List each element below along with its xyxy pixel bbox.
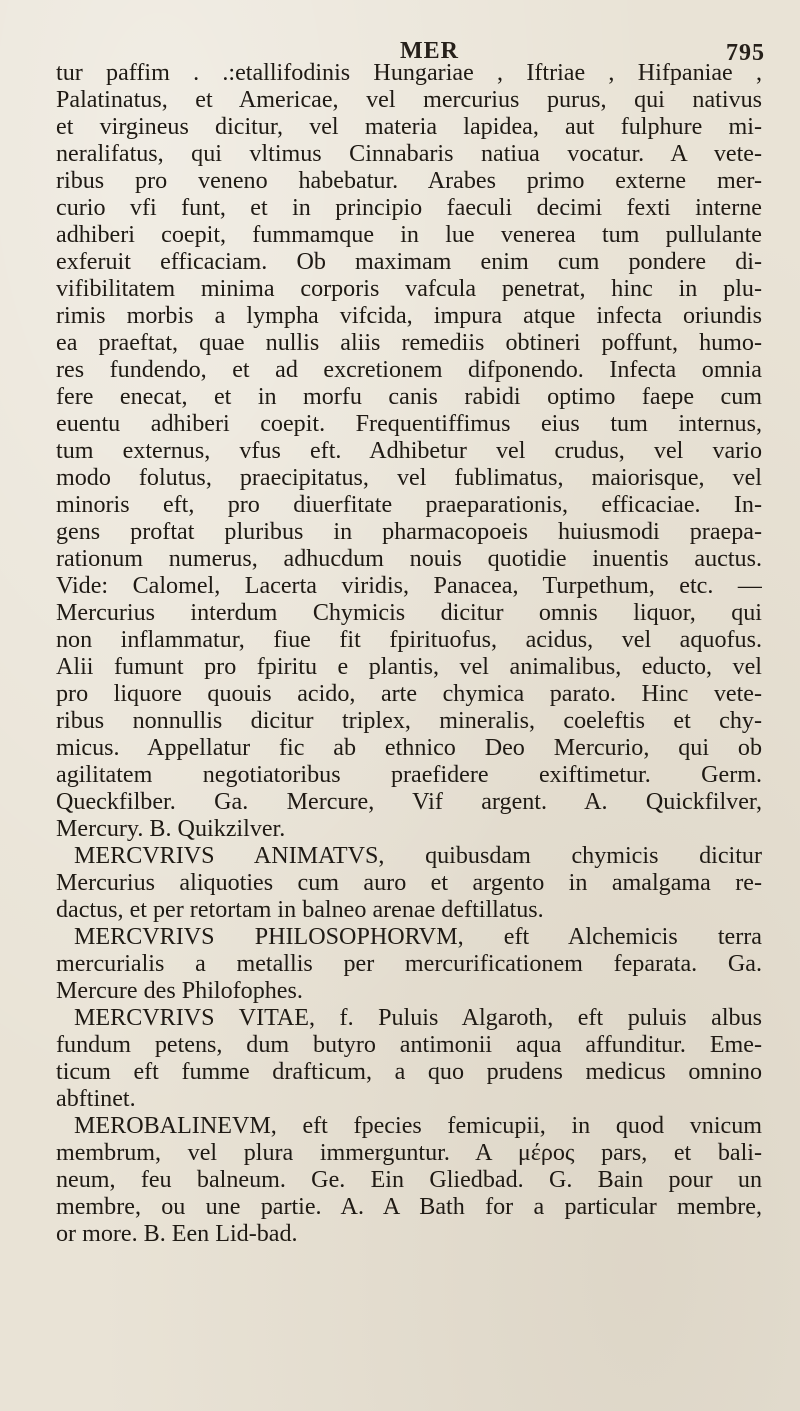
text-line: pro liquore quouis acido, arte chymica parato. Hinc vete-	[56, 681, 762, 707]
text-line: rimis morbis a lympha vifcida, impura atque infecta oriundis	[56, 303, 762, 329]
text-line: Mercurius interdum Chymicis dicitur omnis liquor, qui	[56, 600, 762, 626]
text-line: Vide: Calomel, Lacerta viridis, Panacea, Turpethum, etc. —	[56, 573, 762, 599]
text-line: Mercury. B. Quikzilver.	[56, 816, 286, 842]
text-line: dactus, et per retortam in balneo arenae deftillatus.	[56, 897, 544, 923]
text-line: curio vfi funt, et in principio faeculi decimi fexti interne	[56, 195, 762, 221]
text-line: MERCVRIVS VITAE, f. Puluis Algaroth, eft puluis albus	[74, 1005, 762, 1031]
text-line: et virgineus dicitur, vel materia lapidea, aut fulphure mi-	[56, 114, 762, 140]
text-line: abftinet.	[56, 1086, 136, 1112]
text-line: res fundendo, et ad excretionem difponendo. Infecta omnia	[56, 357, 762, 383]
text-line: fundum petens, dum butyro antimonii aqua affunditur. Eme-	[56, 1032, 762, 1058]
text-line: neralifatus, qui vltimus Cinnabaris natiua vocatur. A vete-	[56, 141, 762, 167]
text-line: membre, ou une partie. A. A Bath for a particular membre,	[56, 1194, 762, 1220]
text-line: Mercurius aliquoties cum auro et argento in amalgama re-	[56, 870, 762, 896]
text-line: MERCVRIVS ANIMATVS, quibusdam chymicis dicitur	[74, 843, 762, 869]
text-line: neum, feu balneum. Ge. Ein Gliedbad. G. Bain pour un	[56, 1167, 762, 1193]
text-line: tur paffim . .:etallifodinis Hungariae , Iftriae , Hifpaniae ,	[56, 60, 762, 86]
text-line: rationum numerus, adhucdum nouis quotidie inuentis auctus.	[56, 546, 762, 572]
text-line: ticum eft fumme drafticum, a quo prudens medicus omnino	[56, 1059, 762, 1085]
page-number: 795	[726, 40, 765, 66]
text-line: MERCVRIVS PHILOSOPHORVM, eft Alchemicis terra	[74, 924, 762, 950]
text-line: vifibilitatem minima corporis vafcula penetrat, hinc in plu-	[56, 276, 762, 302]
text-line: modo folutus, praecipitatus, vel fublimatus, maiorisque, vel	[56, 465, 762, 491]
text-line: Palatinatus, et Americae, vel mercurius purus, qui nativus	[56, 87, 762, 113]
text-line: minoris eft, pro diuerfitate praeparationis, efficaciae. In-	[56, 492, 762, 518]
text-line: MEROBALINEVM, eft fpecies femicupii, in quod vnicum	[74, 1113, 762, 1139]
text-line: micus. Appellatur fic ab ethnico Deo Mercurio, qui ob	[56, 735, 762, 761]
text-line: mercurialis a metallis per mercurificationem feparata. Ga.	[56, 951, 762, 977]
text-line: ea praeftat, quae nullis aliis remediis obtineri poffunt, humo-	[56, 330, 762, 356]
text-line: exferuit efficaciam. Ob maximam enim cum pondere di-	[56, 249, 762, 275]
text-line: non inflammatur, fiue fit fpirituofus, acidus, vel aquofus.	[56, 627, 762, 653]
running-headword: MER	[400, 38, 459, 64]
text-line: gens proftat pluribus in pharmacopoeis huiusmodi praepa-	[56, 519, 762, 545]
text-line: adhiberi coepit, fummamque in lue venerea tum pullulante	[56, 222, 762, 248]
text-line: Alii fumunt pro fpiritu e plantis, vel animalibus, educto, vel	[56, 654, 762, 680]
text-line: membrum, vel plura immerguntur. A μέρος pars, et bali-	[56, 1140, 762, 1166]
text-line: or more. B. Een Lid-bad.	[56, 1221, 298, 1247]
dictionary-text-column	[56, 60, 762, 1248]
text-line: fere enecat, et in morfu canis rabidi optimo faepe cum	[56, 384, 762, 410]
text-line: euentu adhiberi coepit. Frequentiffimus eius tum internus,	[56, 411, 762, 437]
text-line: agilitatem negotiatoribus praefidere exiftimetur. Germ.	[56, 762, 762, 788]
text-line: ribus nonnullis dicitur triplex, mineralis, coeleftis et chy-	[56, 708, 762, 734]
text-line: ribus pro veneno habebatur. Arabes primo externe mer-	[56, 168, 762, 194]
text-line: Queckfilber. Ga. Mercure, Vif argent. A. Quickfilver,	[56, 789, 762, 815]
text-line: tum externus, vfus eft. Adhibetur vel crudus, vel vario	[56, 438, 762, 464]
text-line: Mercure des Philofophes.	[56, 978, 303, 1004]
